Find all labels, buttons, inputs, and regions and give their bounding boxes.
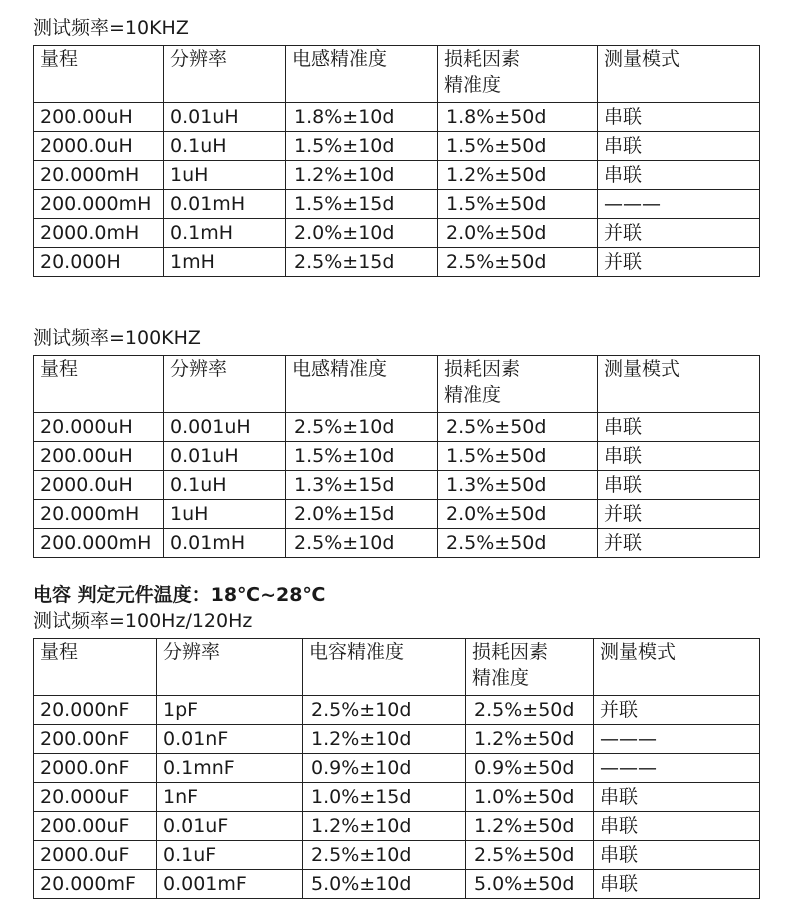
cell-resolution: 1pF (157, 696, 303, 725)
cell-range: 20.000mF (34, 870, 157, 899)
table-row (34, 870, 760, 899)
table-header-row (34, 639, 760, 696)
cell-loss-factor-accuracy: 2.5%±50d (466, 841, 594, 870)
cell-range: 2000.0uF (34, 841, 157, 870)
cell-accuracy: 5.0%±10d (303, 870, 466, 899)
cell-accuracy: 1.5%±15d (286, 190, 438, 219)
cell-accuracy: 2.5%±10d (303, 841, 466, 870)
column-header-loss-factor-accuracy: 损耗因素 精准度 (466, 639, 594, 696)
inductance-100khz-table (33, 355, 760, 558)
column-header-accuracy: 电容精准度 (303, 639, 466, 696)
cell-range: 2000.0nF (34, 754, 157, 783)
column-header-range: 量程 (34, 46, 164, 103)
cell-range: 20.000mH (34, 500, 164, 529)
cell-accuracy: 2.5%±10d (286, 413, 438, 442)
cell-range: 200.00nF (34, 725, 157, 754)
cell-range: 200.000mH (34, 529, 164, 558)
cell-accuracy: 2.0%±10d (286, 219, 438, 248)
cell-mode: 串联 (598, 413, 760, 442)
column-header-mode: 测量模式 (598, 356, 760, 413)
column-header-mode: 测量模式 (594, 639, 760, 696)
cell-resolution: 1uH (164, 500, 286, 529)
column-header-resolution: 分辨率 (164, 356, 286, 413)
cell-resolution: 0.001uH (164, 413, 286, 442)
table-row (34, 248, 760, 277)
cell-resolution: 1nF (157, 783, 303, 812)
cell-accuracy: 1.5%±10d (286, 442, 438, 471)
cell-accuracy: 2.5%±10d (303, 696, 466, 725)
column-header-range: 量程 (34, 356, 164, 413)
table-header-row (34, 46, 760, 103)
table-row (34, 812, 760, 841)
cell-loss-factor-accuracy: 1.5%±50d (438, 442, 598, 471)
cell-accuracy: 2.5%±15d (286, 248, 438, 277)
column-header-resolution: 分辨率 (157, 639, 303, 696)
table-row (34, 219, 760, 248)
cell-loss-factor-accuracy: 1.2%±50d (438, 161, 598, 190)
table-header-row (34, 356, 760, 413)
table-row (34, 442, 760, 471)
cell-loss-factor-accuracy: 2.0%±50d (438, 219, 598, 248)
cell-loss-factor-accuracy: 5.0%±50d (466, 870, 594, 899)
cell-accuracy: 1.0%±15d (303, 783, 466, 812)
cell-accuracy: 0.9%±10d (303, 754, 466, 783)
column-header-loss-factor-accuracy: 损耗因素 精准度 (438, 46, 598, 103)
cell-accuracy: 1.3%±15d (286, 471, 438, 500)
cell-resolution: 0.01nF (157, 725, 303, 754)
cell-resolution: 0.01uF (157, 812, 303, 841)
column-header-accuracy: 电感精准度 (286, 356, 438, 413)
table-row (34, 132, 760, 161)
cell-mode: 串联 (594, 783, 760, 812)
table-row (34, 841, 760, 870)
cell-loss-factor-accuracy: 2.5%±50d (466, 696, 594, 725)
cell-resolution: 0.01uH (164, 103, 286, 132)
cell-mode: 串联 (598, 442, 760, 471)
cell-mode: 并联 (598, 248, 760, 277)
table-row (34, 783, 760, 812)
table-row (34, 725, 760, 754)
cell-resolution: 0.01uH (164, 442, 286, 471)
table-row (34, 500, 760, 529)
cell-accuracy: 1.2%±10d (303, 812, 466, 841)
cell-mode: 并联 (598, 219, 760, 248)
cell-resolution: 1mH (164, 248, 286, 277)
cell-loss-factor-accuracy: 2.5%±50d (438, 529, 598, 558)
column-header-resolution: 分辨率 (164, 46, 286, 103)
cell-mode: 并联 (598, 500, 760, 529)
table-row (34, 190, 760, 219)
cell-accuracy: 1.2%±10d (303, 725, 466, 754)
cell-loss-factor-accuracy: 2.5%±50d (438, 413, 598, 442)
table-row (34, 529, 760, 558)
cell-accuracy: 2.0%±15d (286, 500, 438, 529)
cell-resolution: 0.1mH (164, 219, 286, 248)
column-header-mode: 测量模式 (598, 46, 760, 103)
cell-range: 2000.0mH (34, 219, 164, 248)
cell-loss-factor-accuracy: 1.8%±50d (438, 103, 598, 132)
cell-accuracy: 2.5%±10d (286, 529, 438, 558)
inductance-10khz-table (33, 45, 760, 277)
cell-mode: 串联 (594, 841, 760, 870)
table-row (34, 471, 760, 500)
cell-mode: ——— (594, 754, 760, 783)
column-header-range: 量程 (34, 639, 157, 696)
cell-range: 20.000H (34, 248, 164, 277)
section1-caption: 测试频率=10KHZ (33, 17, 189, 39)
cell-mode: 串联 (598, 103, 760, 132)
cell-range: 2000.0uH (34, 471, 164, 500)
cell-range: 20.000uF (34, 783, 157, 812)
cell-range: 20.000mH (34, 161, 164, 190)
cell-range: 2000.0uH (34, 132, 164, 161)
cell-resolution: 0.1uF (157, 841, 303, 870)
cell-accuracy: 1.5%±10d (286, 132, 438, 161)
cell-mode: 并联 (598, 529, 760, 558)
cell-resolution: 0.01mH (164, 190, 286, 219)
cell-loss-factor-accuracy: 1.5%±50d (438, 132, 598, 161)
cell-loss-factor-accuracy: 2.0%±50d (438, 500, 598, 529)
cell-resolution: 0.001mF (157, 870, 303, 899)
cell-resolution: 0.1uH (164, 132, 286, 161)
cell-loss-factor-accuracy: 0.9%±50d (466, 754, 594, 783)
cell-range: 200.00uH (34, 442, 164, 471)
cell-resolution: 1uH (164, 161, 286, 190)
cell-range: 200.00uF (34, 812, 157, 841)
cell-accuracy: 1.8%±10d (286, 103, 438, 132)
cell-mode: ——— (594, 725, 760, 754)
cell-loss-factor-accuracy: 1.2%±50d (466, 812, 594, 841)
column-header-accuracy: 电感精准度 (286, 46, 438, 103)
column-header-loss-factor-accuracy: 损耗因素 精准度 (438, 356, 598, 413)
cell-loss-factor-accuracy: 2.5%±50d (438, 248, 598, 277)
cell-mode: ——— (598, 190, 760, 219)
cell-mode: 串联 (594, 812, 760, 841)
cell-range: 200.00uH (34, 103, 164, 132)
cell-mode: 串联 (598, 161, 760, 190)
cell-resolution: 0.1mnF (157, 754, 303, 783)
table-row (34, 696, 760, 725)
cell-loss-factor-accuracy: 1.3%±50d (438, 471, 598, 500)
cell-loss-factor-accuracy: 1.5%±50d (438, 190, 598, 219)
table-row (34, 161, 760, 190)
cell-range: 20.000nF (34, 696, 157, 725)
cell-resolution: 0.01mH (164, 529, 286, 558)
cell-resolution: 0.1uH (164, 471, 286, 500)
cell-loss-factor-accuracy: 1.2%±50d (466, 725, 594, 754)
cell-mode: 串联 (594, 870, 760, 899)
cell-mode: 串联 (598, 132, 760, 161)
cell-range: 20.000uH (34, 413, 164, 442)
capacitance-heading: 电容 判定元件温度：18℃~28℃ (33, 584, 326, 606)
cell-loss-factor-accuracy: 1.0%±50d (466, 783, 594, 812)
cell-accuracy: 1.2%±10d (286, 161, 438, 190)
cell-mode: 并联 (594, 696, 760, 725)
table-row (34, 754, 760, 783)
cell-mode: 串联 (598, 471, 760, 500)
table-row (34, 413, 760, 442)
table-row (34, 103, 760, 132)
capacitance-table (33, 638, 760, 899)
section3-caption: 测试频率=100Hz/120Hz (33, 610, 253, 632)
cell-range: 200.000mH (34, 190, 164, 219)
section2-caption: 测试频率=100KHZ (33, 327, 201, 349)
